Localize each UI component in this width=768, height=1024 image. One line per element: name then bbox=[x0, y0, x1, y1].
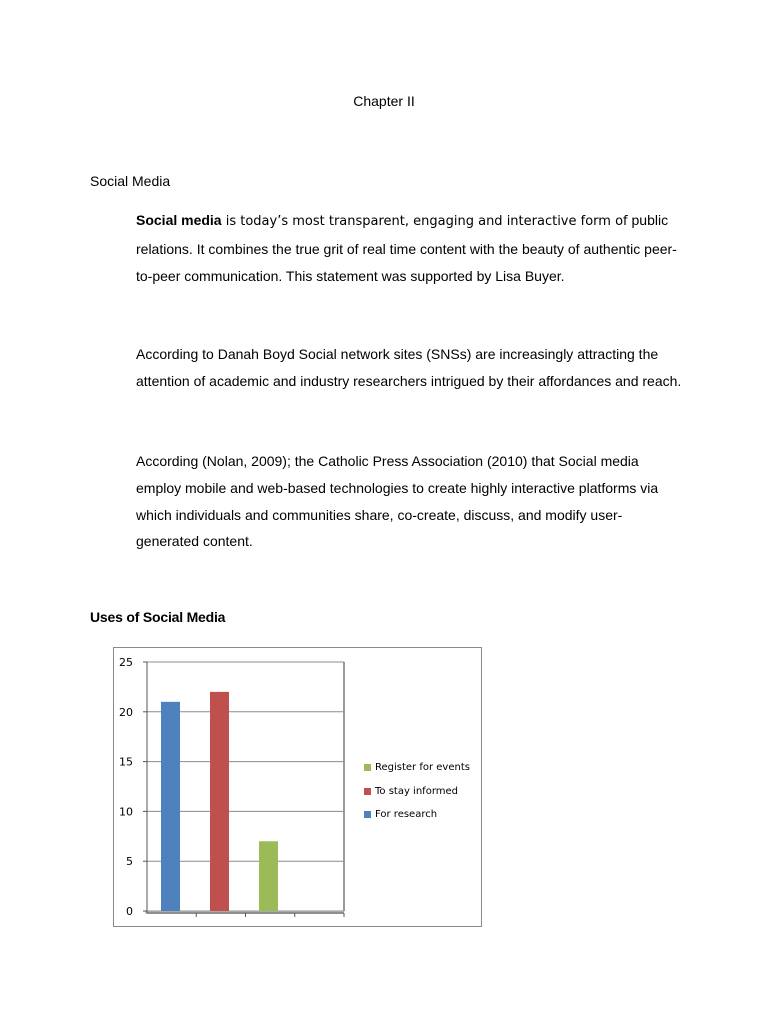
section-heading: Social Media bbox=[90, 173, 171, 189]
y-tick-label: 10 bbox=[119, 805, 133, 819]
chapter-title: Chapter II bbox=[353, 93, 415, 109]
legend-swatch bbox=[364, 764, 371, 771]
legend-item bbox=[364, 780, 470, 804]
y-tick-label: 20 bbox=[119, 705, 133, 719]
paragraph-body: public relations. It combines the true grit of real time content with the beauty of authentic peer-to-peer communication. This statement was supported by Lisa Buyer. bbox=[136, 212, 677, 284]
legend-item bbox=[364, 756, 470, 780]
bar-to-stay-informed bbox=[210, 692, 229, 911]
paragraph-first-line: is today’s most transparent, engaging and interactive form of bbox=[221, 214, 628, 229]
paragraph-nolan: According (Nolan, 2009); the Catholic Press Association (2010) that Social media employ mobile and web-based technologies to create highly interactive platforms via which individuals and communities share, co-create, discuss, and modify user-generated content. bbox=[136, 453, 659, 550]
chart-legend bbox=[364, 756, 470, 827]
y-tick-label: 25 bbox=[119, 656, 133, 669]
y-tick-label: 0 bbox=[126, 905, 133, 918]
legend-swatch bbox=[364, 788, 371, 795]
paragraph-lead-term: Social media bbox=[136, 212, 222, 228]
y-tick-label: 15 bbox=[119, 755, 133, 769]
chart-frame bbox=[113, 647, 482, 927]
legend-label: Register for events bbox=[375, 762, 470, 774]
legend-swatch bbox=[364, 811, 371, 818]
uses-heading: Uses of Social Media bbox=[90, 609, 226, 625]
y-tick-label: 5 bbox=[126, 855, 133, 869]
paragraph-social-media-definition bbox=[136, 207, 682, 289]
paragraph-danah-boyd: According to Danah Boyd Social network sites (SNSs) are increasingly attracting the attention of academic and industry researchers intrigued by their affordances and reach. bbox=[136, 346, 682, 389]
bar-register-for-events bbox=[259, 841, 278, 911]
legend-item bbox=[364, 803, 470, 827]
bar-for-research bbox=[161, 702, 180, 911]
legend-label: To stay informed bbox=[375, 785, 458, 797]
legend-label: For research bbox=[375, 809, 438, 821]
